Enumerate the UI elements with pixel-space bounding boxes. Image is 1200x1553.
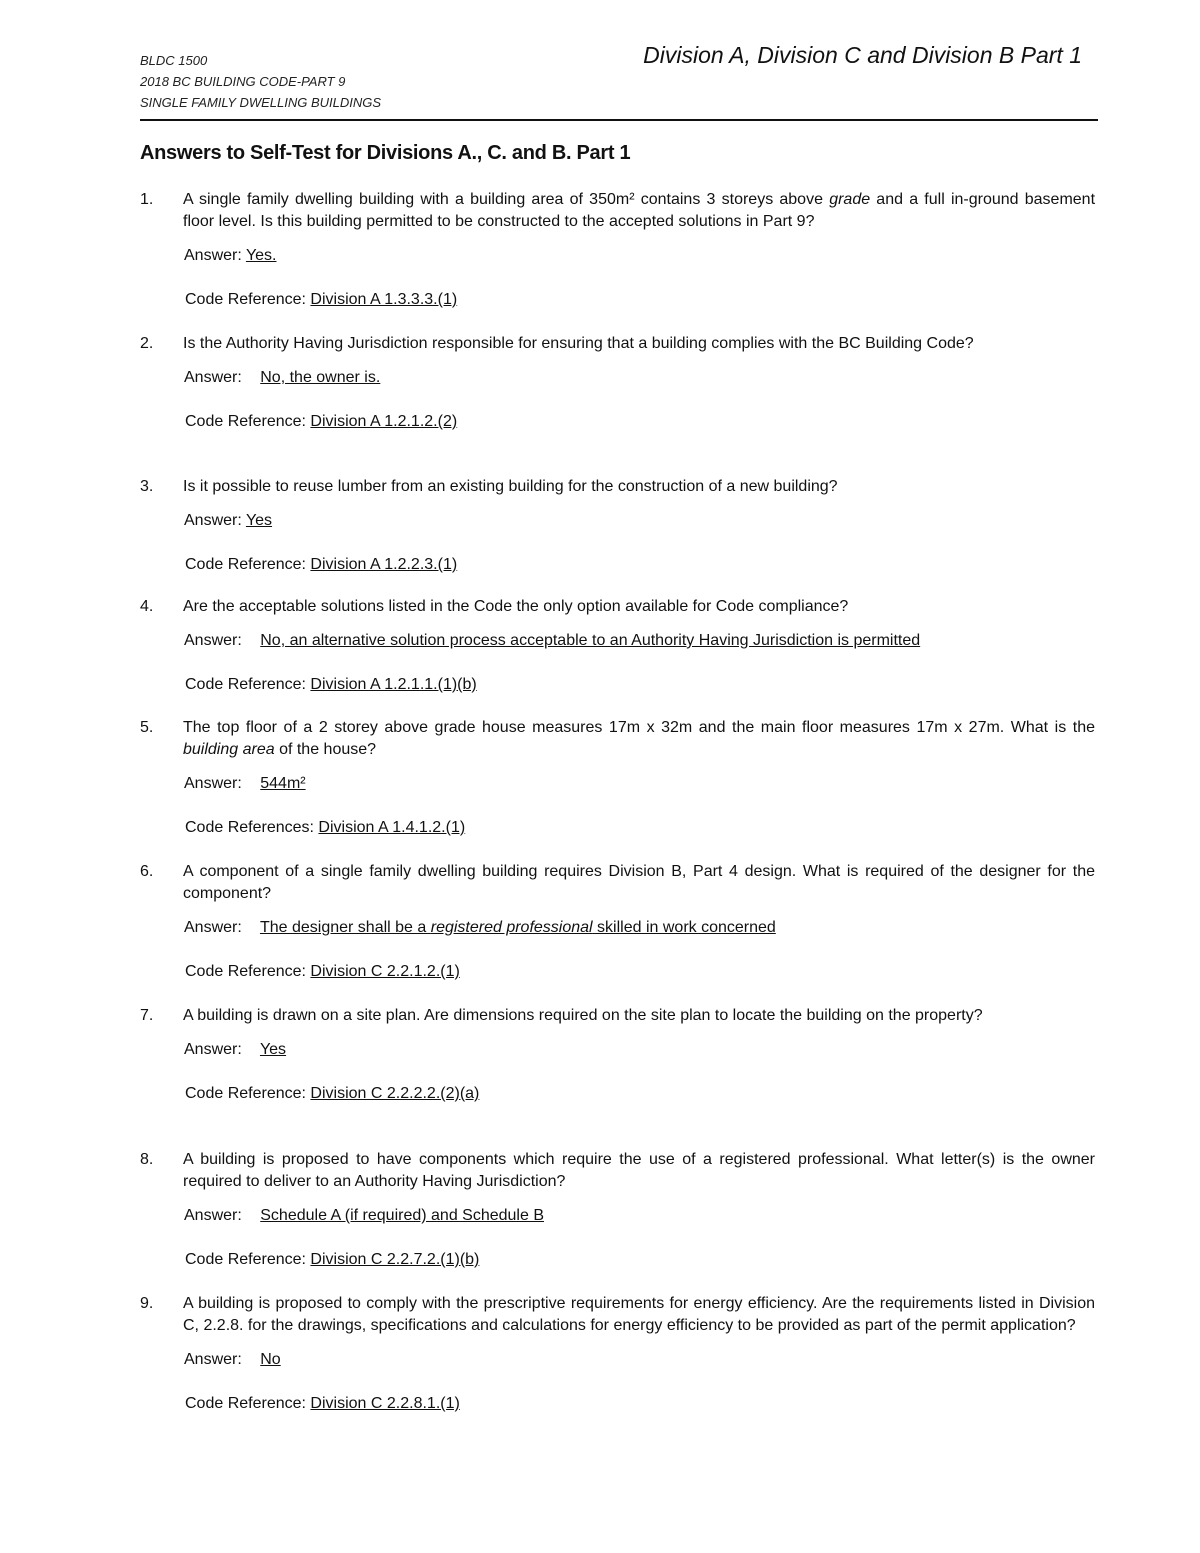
answer-label: Answer: xyxy=(184,1351,242,1368)
header-left xyxy=(140,50,381,113)
code-reference-line xyxy=(185,411,1095,433)
code-reference-value: Division A 1.4.1.2.(1) xyxy=(318,819,466,836)
code-reference-value: Division A 1.2.1.2.(2) xyxy=(310,413,458,430)
question-text: A building is proposed to have components which require the use of a registered professional. What letter(s) is the owner required to deliver to an Authority Having Jurisdiction? xyxy=(183,1151,1095,1190)
question-7 xyxy=(140,1005,1095,1105)
answer-line xyxy=(184,1349,1095,1371)
page-title: Answers to Self-Test for Divisions A., C. and B. Part 1 xyxy=(140,142,631,164)
code-reference-line xyxy=(185,289,1095,311)
question-number: 8. xyxy=(140,1151,154,1168)
code-reference-label: Code Reference: xyxy=(185,1395,306,1412)
code-reference-label: Code Reference: xyxy=(185,291,306,308)
question-1 xyxy=(140,189,1095,311)
code-reference-line xyxy=(185,1393,1095,1415)
answer-line xyxy=(184,1039,1095,1061)
code-reference-line xyxy=(185,1083,1095,1105)
code-reference-label: Code References: xyxy=(185,819,314,836)
question-number: 5. xyxy=(140,719,154,736)
code-reference-line xyxy=(185,554,1095,576)
question-text: A building is drawn on a site plan. Are dimensions required on the site plan to locate the building on the property? xyxy=(183,1007,983,1024)
answer-line xyxy=(184,245,1095,267)
document-subtitle: SINGLE FAMILY DWELLING BUILDINGS xyxy=(140,95,382,110)
code-reference-label: Code Reference: xyxy=(185,413,306,430)
code-reference-value: Division C 2.2.1.2.(1) xyxy=(310,963,460,980)
code-reference-value: Division C 2.2.8.1.(1) xyxy=(310,1395,460,1412)
question-number: 6. xyxy=(140,863,154,880)
question-number: 9. xyxy=(140,1295,154,1312)
code-reference-line xyxy=(185,674,1095,696)
code-reference-label: Code Reference: xyxy=(185,676,306,693)
question-text: Is it possible to reuse lumber from an existing building for the construction of a new building? xyxy=(183,478,838,495)
answer-line xyxy=(184,630,1095,652)
answer-label: Answer: xyxy=(184,512,242,529)
answer-value: Yes xyxy=(245,512,273,529)
code-reference-line xyxy=(185,1249,1095,1271)
code-title: 2018 BC BUILDING CODE-PART 9 xyxy=(140,74,346,89)
answer-value: 544m² xyxy=(260,775,306,792)
question-number: 3. xyxy=(140,478,154,495)
answer-label: Answer: xyxy=(184,1041,242,1058)
question-6 xyxy=(140,861,1095,983)
header-divider xyxy=(140,119,1098,121)
question-text: A building is proposed to comply with the prescriptive requirements for energy efficiency. Are the requirements listed in Division C, 2.2.8. for the drawings, specifications and calculations for energy efficiency to be provided as part of the permit application? xyxy=(183,1295,1095,1334)
answer-value: Schedule A (if required) and Schedule B xyxy=(260,1207,544,1224)
code-reference-line xyxy=(185,817,1095,839)
question-number: 1. xyxy=(140,191,154,208)
answer-label: Answer: xyxy=(184,632,242,649)
question-text: Is the Authority Having Jurisdiction responsible for ensuring that a building complies with the BC Building Code? xyxy=(183,335,974,352)
question-8 xyxy=(140,1149,1095,1271)
course-code: BLDC 1500 xyxy=(140,53,208,68)
answer-line xyxy=(184,773,1095,795)
code-reference-label: Code Reference: xyxy=(185,556,306,573)
answer-value: Yes xyxy=(259,1041,287,1058)
question-text: A component of a single family dwelling building requires Division B, Part 4 design. What is required of the designer for the component? xyxy=(183,863,1095,902)
answer-line xyxy=(184,510,1095,532)
answer-value: No, an alternative solution process acceptable to an Authority Having Jurisdiction is permitted xyxy=(260,632,921,649)
answer-label: Answer: xyxy=(184,775,242,792)
question-text: The top floor of a 2 storey above grade house measures 17m x 32m and the main floor measures 17m x 27m. What is the building area of the house? xyxy=(183,719,1095,758)
code-reference-value: Division A 1.2.2.3.(1) xyxy=(310,556,458,573)
question-4 xyxy=(140,596,1095,696)
answer-line xyxy=(184,367,1095,389)
answer-label: Answer: xyxy=(184,247,242,264)
answer-value: The designer shall be a registered professional skilled in work concerned xyxy=(259,919,776,936)
question-number: 7. xyxy=(140,1007,154,1024)
code-reference-label: Code Reference: xyxy=(185,1251,306,1268)
code-reference-line xyxy=(185,961,1095,983)
code-reference-value: Division C 2.2.2.2.(2)(a) xyxy=(310,1085,480,1102)
question-number: 4. xyxy=(140,598,154,615)
code-reference-label: Code Reference: xyxy=(185,963,306,980)
code-reference-label: Code Reference: xyxy=(185,1085,306,1102)
answer-label: Answer: xyxy=(184,919,242,936)
question-3 xyxy=(140,476,1095,576)
code-reference-value: Division A 1.2.1.1.(1)(b) xyxy=(310,676,477,693)
question-2 xyxy=(140,333,1095,433)
section-title: Division A, Division C and Division B Part 1 xyxy=(643,42,1082,68)
code-reference-value: Division C 2.2.7.2.(1)(b) xyxy=(310,1251,480,1268)
answer-label: Answer: xyxy=(184,1207,242,1224)
question-text: A single family dwelling building with a building area of 350m² contains 3 storeys above grade and a full in-ground basement floor level. Is this building permitted to be constructed to the accepted solutions in Part 9? xyxy=(183,191,1096,230)
answer-label: Answer: xyxy=(184,369,242,386)
question-9 xyxy=(140,1293,1095,1415)
question-5 xyxy=(140,717,1095,839)
answer-line xyxy=(184,1205,1095,1227)
answer-value: No xyxy=(260,1351,281,1368)
answer-value: Yes. xyxy=(245,247,277,264)
question-number: 2. xyxy=(140,335,154,352)
code-reference-value: Division A 1.3.3.3.(1) xyxy=(310,291,458,308)
answer-value: No, the owner is. xyxy=(260,369,381,386)
answer-line xyxy=(184,917,1095,939)
question-text: Are the acceptable solutions listed in the Code the only option available for Code compliance? xyxy=(183,598,849,615)
